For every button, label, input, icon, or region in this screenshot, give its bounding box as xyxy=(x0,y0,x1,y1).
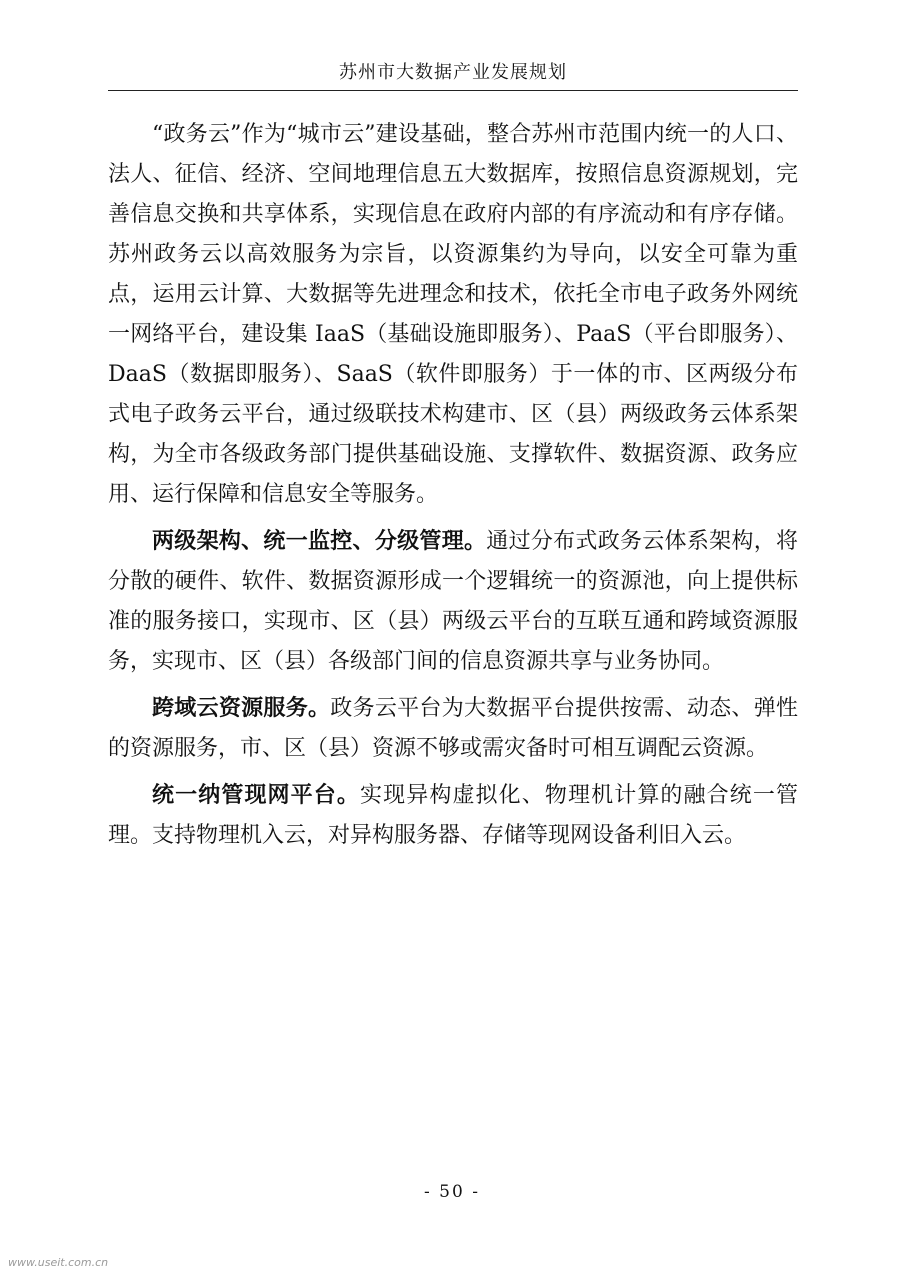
paragraph-2 xyxy=(108,521,798,682)
document-body xyxy=(108,114,798,862)
paragraph-1-text: “政务云”作为“城市云”建设基础，整合苏州市范围内统一的人口、法人、征信、经济、空间地理信息五大数据库，按照信息资源规划，完善信息交换和共享体系，实现信息在政府内部的有序流动和有序存储。苏州政务云以高效服务为宗旨，以资源集约为导向，以安全可靠为重点，运用云计算、大数据等先进理念和技术，依托全市电子政务外网统一网络平台，建设集 IaaS（基础设施即服务）、PaaS（平台即服务）、DaaS（数据即服务）、SaaS（软件即服务）于一体的市、区两级分布式电子政务云平台，通过级联技术构建市、区（县）两级政务云体系架构，为全市各级政务部门提供基础设施、支撑软件、数据资源、政务应用、运行保障和信息安全等服务。 xyxy=(108,122,798,507)
paragraph-3-text: 政务云平台为大数据平台提供按需、动态、弹性的资源服务，市、区（县）资源不够或需灾备时可相互调配云资源。 xyxy=(108,696,798,761)
page-header-title: 苏州市大数据产业发展规划 xyxy=(339,62,567,83)
paragraph-4-text: 实现异构虚拟化、物理机计算的融合统一管理。支持物理机入云，对异构服务器、存储等现网设备利旧入云。 xyxy=(108,783,798,848)
paragraph-2-lead: 两级架构、统一监控、分级管理。 xyxy=(152,528,487,554)
paragraph-2-text: 通过分布式政务云体系架构，将分散的硬件、软件、数据资源形成一个逻辑统一的资源池，向上提供标准的服务接口，实现市、区（县）两级云平台的互联互通和跨域资源服务，实现市、区（县）各级部门间的信息资源共享与业务协同。 xyxy=(108,529,798,674)
paragraph-1 xyxy=(108,114,798,515)
paragraph-3-lead: 跨域云资源服务。 xyxy=(152,695,331,721)
header-divider xyxy=(108,90,798,91)
paragraph-3 xyxy=(108,688,798,769)
paragraph-4-lead: 统一纳管现网平台。 xyxy=(152,782,360,808)
page-number: - 50 - xyxy=(424,1182,480,1202)
paragraph-4 xyxy=(108,775,798,856)
watermark: www.useit.com.cn xyxy=(8,1256,109,1269)
